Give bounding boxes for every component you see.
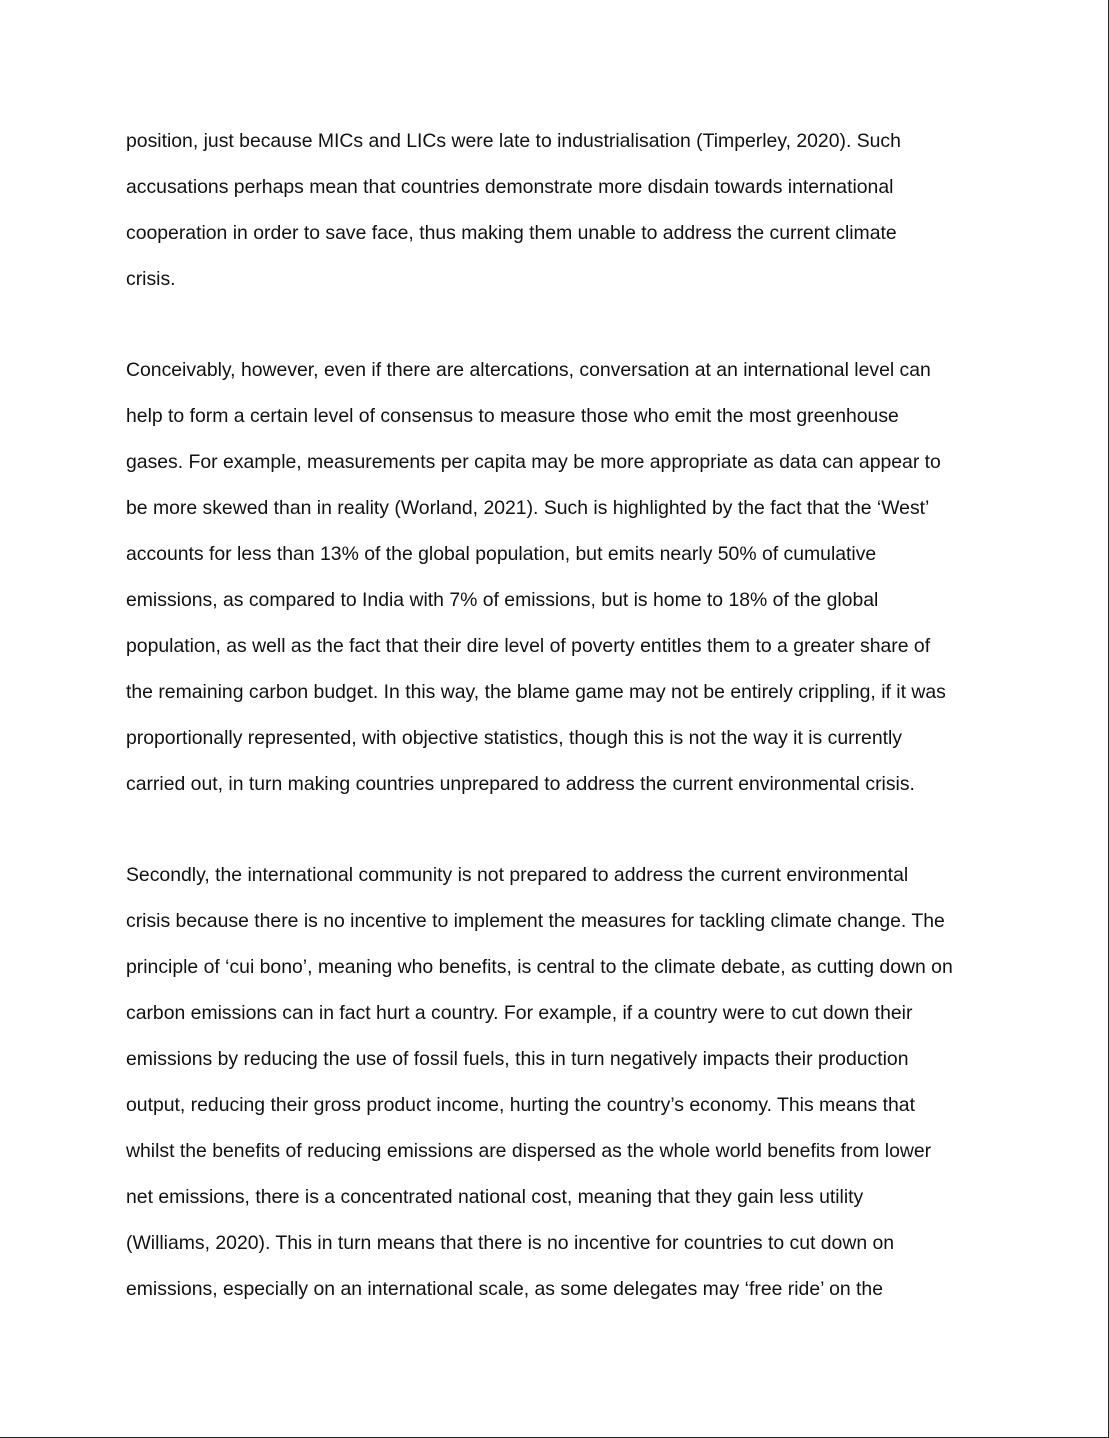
- text-line: output, reducing their gross product income, hurting the country’s economy. This means that: [126, 1094, 915, 1116]
- paragraph-1: [126, 124, 986, 308]
- text-line: accounts for less than 13% of the global population, but emits nearly 50% of cumulative: [126, 543, 877, 565]
- text-line: proportionally represented, with objective statistics, though this is not the way it is currently: [126, 727, 902, 749]
- text-line: carbon emissions can in fact hurt a country. For example, if a country were to cut down their: [126, 1002, 913, 1024]
- text-line: crisis.: [126, 268, 176, 290]
- text-line: emissions by reducing the use of fossil fuels, this in turn negatively impacts their production: [126, 1048, 909, 1070]
- text-line: crisis because there is no incentive to implement the measures for tackling climate change. The: [126, 910, 945, 932]
- paragraph-3: [126, 858, 986, 1318]
- text-line: the remaining carbon budget. In this way, the blame game may not be entirely crippling, if it was: [126, 681, 946, 703]
- paragraph-spacer: [126, 308, 986, 353]
- document-body: [126, 124, 986, 1318]
- text-line: cooperation in order to save face, thus making them unable to address the current climate: [126, 222, 897, 244]
- text-line: emissions, especially on an international scale, as some delegates may ‘free ride’ on the: [126, 1278, 884, 1300]
- text-line: be more skewed than in reality (Worland, 2021). Such is highlighted by the fact that the ‘West’: [126, 497, 930, 519]
- text-line: Secondly, the international community is not prepared to address the current environmental: [126, 864, 909, 886]
- text-line: principle of ‘cui bono’, meaning who benefits, is central to the climate debate, as cutting down on: [126, 956, 953, 978]
- paragraph-2: [126, 353, 986, 813]
- text-line: population, as well as the fact that their dire level of poverty entitles them to a greater share of: [126, 635, 931, 657]
- text-line: net emissions, there is a concentrated national cost, meaning that they gain less utility: [126, 1186, 864, 1208]
- text-line: accusations perhaps mean that countries demonstrate more disdain towards international: [126, 176, 894, 198]
- text-line: help to form a certain level of consensus to measure those who emit the most greenhouse: [126, 405, 899, 427]
- text-line: carried out, in turn making countries unprepared to address the current environmental crisis.: [126, 773, 915, 795]
- paragraph-spacer: [126, 813, 986, 858]
- text-line: emissions, as compared to India with 7% of emissions, but is home to 18% of the global: [126, 589, 879, 611]
- text-line: (Williams, 2020). This in turn means that there is no incentive for countries to cut down on: [126, 1232, 895, 1254]
- text-line: gases. For example, measurements per capita may be more appropriate as data can appear to: [126, 451, 941, 473]
- text-line: whilst the benefits of reducing emissions are dispersed as the whole world benefits from lower: [126, 1140, 932, 1162]
- text-line: position, just because MICs and LICs were late to industrialisation (Timperley, 2020). Such: [126, 130, 901, 152]
- text-line: Conceivably, however, even if there are altercations, conversation at an international level can: [126, 359, 931, 381]
